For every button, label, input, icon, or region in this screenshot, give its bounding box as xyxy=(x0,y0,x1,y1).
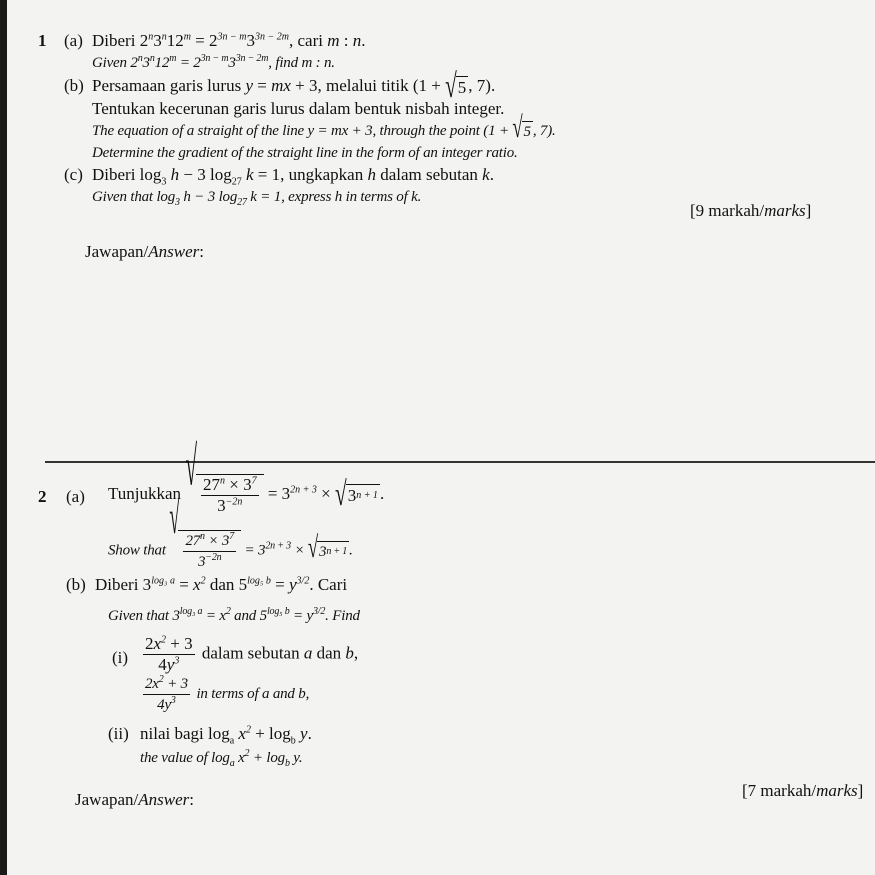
math-superscript xyxy=(180,606,203,617)
math-text: 7 xyxy=(251,475,257,487)
math-superscript xyxy=(205,552,221,563)
math-text: 27 xyxy=(231,176,242,188)
math-text: + 3, melalui titik (1 + xyxy=(290,76,446,95)
q1a-english xyxy=(92,53,335,73)
math-text: = 3 xyxy=(241,542,266,559)
math-variable: h xyxy=(170,165,180,184)
q2b-label: (b) xyxy=(66,575,86,594)
radical-sign: √ xyxy=(185,435,197,498)
q2bi-malay xyxy=(140,634,358,675)
math-variable: x xyxy=(238,724,246,743)
math-text: 27 xyxy=(237,197,247,208)
math-variable: m xyxy=(327,31,340,50)
q2bii-malay xyxy=(140,724,312,747)
math-square-root xyxy=(512,111,532,146)
math-superscript xyxy=(252,475,257,486)
question-divider xyxy=(45,461,875,463)
math-fraction xyxy=(201,475,259,516)
math-text: = xyxy=(252,76,272,95)
math-text: 3 xyxy=(174,655,180,667)
math-text: n xyxy=(137,53,143,64)
math-text: 12 xyxy=(166,31,184,50)
math-text: (1 + xyxy=(483,123,513,139)
math-text: , xyxy=(353,643,359,663)
math-variable: y xyxy=(245,76,253,95)
math-square-root xyxy=(169,491,241,572)
math-text: dan xyxy=(312,643,346,663)
math-text: x xyxy=(234,750,245,766)
math-text: Show that xyxy=(108,542,170,559)
math-text: [7 markah/ xyxy=(742,781,817,800)
math-text: 3 xyxy=(175,197,180,208)
radical-sign: √ xyxy=(307,531,319,565)
math-text: × 3 xyxy=(224,475,252,494)
math-text: = x xyxy=(202,608,226,624)
q1b-malay-1 xyxy=(92,66,496,106)
q1-answer-label xyxy=(85,242,204,262)
math-variable: Answer xyxy=(148,242,200,261)
math-text: n + 1 xyxy=(326,545,348,557)
math-text: 2 xyxy=(245,724,251,736)
math-text: 2 xyxy=(244,748,250,759)
math-subscript xyxy=(232,176,242,187)
math-text: ] xyxy=(805,201,812,220)
math-text: , 7). xyxy=(532,123,556,139)
math-text: , find m : n. xyxy=(268,55,335,71)
radicand xyxy=(346,484,380,505)
math-text: −2n xyxy=(205,552,222,563)
math-superscript xyxy=(290,484,317,495)
math-text: 3n − 2m xyxy=(235,53,269,64)
q1-marks xyxy=(690,201,811,221)
math-text: . xyxy=(379,483,385,503)
math-text: . Find xyxy=(325,608,360,624)
math-text: 4 xyxy=(158,655,167,674)
math-variable: mx xyxy=(271,76,291,95)
math-text: , through the point xyxy=(372,123,484,139)
math-text: Tunjukkan xyxy=(108,483,186,503)
math-text: Given that 3 xyxy=(108,608,180,624)
radical-sign: √ xyxy=(335,474,347,514)
math-square-root xyxy=(307,531,349,565)
math-superscript xyxy=(226,496,243,507)
math-text: Tentukan kecerunan garis lurus dalam bentuk nisbah integer. xyxy=(92,99,505,118)
math-text: 27 xyxy=(202,475,220,494)
math-variable: n xyxy=(352,31,362,50)
math-fraction xyxy=(183,531,236,572)
math-text: 3 xyxy=(347,485,357,505)
math-square-root xyxy=(185,435,263,516)
math-text: n xyxy=(200,531,205,542)
math-text: − 3 log xyxy=(179,165,232,184)
fraction-numerator xyxy=(143,634,195,655)
math-text: Diberi log xyxy=(92,165,162,184)
q2b-english xyxy=(108,606,360,626)
math-text: −2n xyxy=(225,496,243,508)
math-fraction xyxy=(143,634,195,675)
q2bii-label: (ii) xyxy=(108,724,129,743)
math-text: × 3 xyxy=(204,533,230,549)
math-text: y. xyxy=(289,750,303,766)
math-text: 5 xyxy=(457,77,467,97)
radicand xyxy=(522,121,533,142)
math-text: 3 xyxy=(161,176,167,188)
math-text: 3 xyxy=(153,31,162,50)
math-text: . xyxy=(349,542,353,559)
math-text: 3n − 2m xyxy=(255,31,289,43)
math-text: Given that log xyxy=(92,189,176,205)
math-text: log₃ a xyxy=(151,575,175,587)
math-text: a xyxy=(229,758,235,769)
fraction-denominator xyxy=(196,552,223,572)
math-subscript xyxy=(237,197,247,208)
math-text: × xyxy=(290,542,308,559)
math-text: 3 xyxy=(217,496,226,515)
math-superscript xyxy=(297,575,310,586)
math-text: n xyxy=(219,475,225,487)
math-text: 12 xyxy=(154,55,170,71)
q1b-malay-2 xyxy=(92,99,504,119)
math-text: . Cari xyxy=(309,575,348,594)
math-text: = 3 xyxy=(263,483,291,503)
q1c-english xyxy=(92,187,421,207)
math-variable: a xyxy=(303,643,313,663)
q1a-label: (a) xyxy=(64,31,83,50)
math-text: + log xyxy=(250,724,291,743)
math-text: 2n + 3 xyxy=(290,484,317,496)
page-edge-shadow xyxy=(0,0,7,875)
math-superscript xyxy=(174,655,179,666)
math-text: 2 xyxy=(161,634,167,646)
math-square-root xyxy=(445,66,468,106)
math-superscript xyxy=(313,606,325,617)
math-superscript xyxy=(171,695,176,706)
math-text: + 3 xyxy=(163,676,188,692)
math-text: . xyxy=(489,165,494,184)
q2-answer-label xyxy=(75,790,194,810)
math-text: Jawapan/ xyxy=(85,242,149,261)
math-text: 2 xyxy=(200,575,206,587)
math-text: = 1, ungkapkan xyxy=(253,165,368,184)
q1b-label: (b) xyxy=(64,76,84,95)
question-1-number: 1 xyxy=(38,31,47,50)
math-text: 2 xyxy=(145,634,154,653)
math-square-root xyxy=(335,474,380,514)
math-text: : xyxy=(199,242,204,261)
math-text: 3 xyxy=(197,554,206,570)
fraction-denominator xyxy=(155,695,178,715)
math-text: h − 3 log xyxy=(179,189,238,205)
math-text: n xyxy=(161,31,167,43)
q1b-english-1 xyxy=(92,111,556,146)
math-text: 3 xyxy=(246,31,255,50)
math-superscript xyxy=(201,53,229,64)
q1a-malay xyxy=(92,31,365,51)
math-text: b xyxy=(290,735,296,747)
math-text: 7 xyxy=(229,531,234,542)
math-text: y = mx + 3 xyxy=(307,123,373,139)
q2a-label: (a) xyxy=(66,487,85,506)
fraction-numerator xyxy=(201,475,259,496)
q1c-label: (c) xyxy=(64,165,83,184)
math-text: Given xyxy=(92,55,131,71)
math-text: Persamaan garis lurus xyxy=(92,76,246,95)
math-text: 27 xyxy=(185,533,201,549)
math-text: 3 xyxy=(228,55,236,71)
radical-sign: √ xyxy=(169,491,180,546)
math-text: = y xyxy=(289,608,313,624)
math-text: ] xyxy=(857,781,864,800)
math-text: Diberi 3 xyxy=(95,575,152,594)
math-superscript xyxy=(236,53,269,64)
math-variable: b xyxy=(345,643,354,663)
math-text: dan 5 xyxy=(205,575,248,594)
fraction-numerator xyxy=(183,531,236,552)
math-variable: x xyxy=(153,634,162,653)
math-text: Determine the gradient of the straight line in the form of an integer ratio. xyxy=(92,145,518,161)
radical-sign: √ xyxy=(445,66,457,106)
q1b-english-2 xyxy=(92,143,518,163)
math-superscript xyxy=(265,540,291,551)
q2a-malay xyxy=(108,435,385,516)
math-text: 5 xyxy=(523,124,531,141)
math-superscript xyxy=(229,531,234,542)
math-text: 3n − m xyxy=(217,31,247,43)
math-variable: Answer xyxy=(138,790,190,809)
math-text: in terms of a and b, xyxy=(192,685,310,702)
math-text: : xyxy=(189,790,194,809)
q2bi-label: (i) xyxy=(112,648,129,667)
question-2-number: 2 xyxy=(38,487,47,506)
math-text: . xyxy=(361,31,366,50)
math-text: The equation of a straight of the line xyxy=(92,123,308,139)
math-text: = xyxy=(270,575,289,594)
math-text: n xyxy=(149,53,155,64)
math-text: 3/2 xyxy=(296,575,310,587)
math-text: 3 xyxy=(142,55,150,71)
fraction-denominator xyxy=(215,496,244,516)
math-text: 2 xyxy=(130,55,138,71)
math-text: : xyxy=(339,31,353,50)
math-superscript xyxy=(267,606,290,617)
math-text: dalam sebutan xyxy=(375,165,483,184)
math-text: 4y xyxy=(157,697,171,713)
math-variable: x xyxy=(193,575,201,594)
math-text: × xyxy=(316,483,336,503)
radicand xyxy=(317,541,349,562)
math-text: 3/2 xyxy=(312,606,326,617)
math-text: = xyxy=(174,575,194,594)
math-text: . xyxy=(307,724,312,743)
radicand xyxy=(196,474,264,516)
math-text: , cari xyxy=(288,31,328,50)
math-superscript xyxy=(255,31,289,42)
fraction-denominator xyxy=(156,655,181,675)
fraction-numerator xyxy=(143,674,190,695)
q1c-malay xyxy=(92,165,494,188)
math-text: , 7). xyxy=(468,76,496,95)
math-text: [9 markah/ xyxy=(690,201,765,220)
math-text: = 2 xyxy=(176,55,201,71)
math-text: 2 xyxy=(225,606,231,617)
math-text: log₅ b xyxy=(266,606,290,617)
math-variable: k xyxy=(245,165,254,184)
math-text: a xyxy=(229,735,235,747)
math-text: b xyxy=(284,758,290,769)
math-variable: k xyxy=(482,165,490,184)
math-text: log₃ a xyxy=(179,606,203,617)
math-superscript xyxy=(151,575,175,586)
math-variable: h xyxy=(367,165,376,184)
math-text: n + 1 xyxy=(356,489,378,501)
math-text: m xyxy=(169,53,177,64)
math-text: + log xyxy=(249,750,285,766)
math-text: k = 1, express h in terms of k. xyxy=(246,189,422,205)
math-text: 2 xyxy=(139,31,149,50)
q2bi-english xyxy=(140,674,309,715)
radicand xyxy=(456,76,469,97)
math-variable: y xyxy=(300,724,308,743)
math-text: = 2 xyxy=(190,31,218,50)
math-text: + 3 xyxy=(166,634,193,653)
radical-sign: √ xyxy=(512,111,523,146)
math-superscript xyxy=(218,31,247,42)
math-text: 3n − m xyxy=(200,53,229,64)
math-text: 3 xyxy=(170,695,176,706)
math-text: the value of log xyxy=(140,750,230,766)
math-text: dalam sebutan xyxy=(197,643,304,663)
math-text: Diberi xyxy=(92,31,140,50)
math-variable: y xyxy=(289,575,297,594)
math-text: nilai bagi log xyxy=(140,724,230,743)
q2bii-english xyxy=(140,748,302,768)
math-variable: marks xyxy=(764,201,806,220)
math-text: Jawapan/ xyxy=(75,790,139,809)
math-text: 3 xyxy=(319,543,327,560)
math-fraction xyxy=(143,674,190,715)
math-text: m xyxy=(183,31,191,43)
q2b-malay xyxy=(95,575,347,595)
q2-marks xyxy=(742,781,863,801)
math-text: 2n + 3 xyxy=(265,540,291,552)
math-text: log₅ b xyxy=(247,575,271,587)
math-text: 2x xyxy=(145,676,159,692)
math-variable: y xyxy=(166,655,175,674)
math-text: n xyxy=(148,31,154,43)
radicand xyxy=(178,530,241,572)
math-superscript xyxy=(184,31,191,42)
math-variable: marks xyxy=(816,781,858,800)
math-superscript xyxy=(247,575,271,586)
math-text: and 5 xyxy=(230,608,267,624)
math-text: 2 xyxy=(158,674,164,685)
